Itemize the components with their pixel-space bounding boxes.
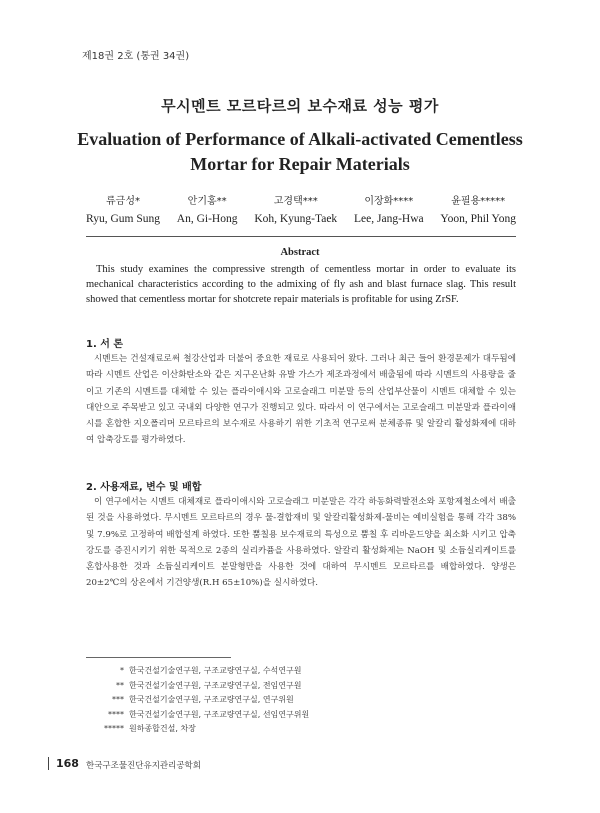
footnote-mark: *** bbox=[112, 695, 124, 704]
abstract-text: This study examines the compressive strength of cementless mortar in order to evaluate its mechanical characteristics according to the admixing of fly ash and blast furnace slag. This result showed that cementless mortar for shotcrete repair materials is profitable for using ZrSF. bbox=[86, 264, 516, 305]
title-english-line-1: Evaluation of Performance of Alkali-activated Cementless bbox=[77, 129, 523, 149]
footnote-divider bbox=[86, 657, 231, 658]
footnote bbox=[86, 679, 309, 694]
footnote-text: 한국건설기술연구원, 구조교량연구실, 선임연구위원 bbox=[129, 709, 310, 719]
title-english-line-2: Mortar for Repair Materials bbox=[190, 154, 410, 174]
footnote bbox=[86, 693, 309, 708]
author-name-english: Ryu, Gum Sung bbox=[86, 213, 160, 225]
footnote bbox=[86, 664, 309, 679]
page-marker-bar bbox=[48, 757, 49, 770]
author-name-english: Koh, Kyung-Taek bbox=[254, 213, 338, 225]
footnote-mark: ** bbox=[116, 680, 124, 690]
author-name-korean: 윤필용***** bbox=[451, 196, 506, 207]
section-heading-introduction: 1. 서 론 bbox=[86, 339, 124, 350]
footnote-text: 한국건설기술연구원, 구조교량연구실, 전임연구원 bbox=[129, 680, 302, 690]
section-heading-materials: 2. 사용재료, 변수 및 배합 bbox=[86, 482, 202, 493]
title-korean: 무시멘트 모르타르의 보수재료 성능 평가 bbox=[161, 97, 439, 115]
footnote-mark: ***** bbox=[104, 724, 124, 733]
section-body-materials: 이 연구에서는 시멘트 대체재로 플라이애시와 고로슬래그 미분말은 각각 하동화력발전소와 포항제철소에서 배출된 것을 사용하였다. 무시멘트 모르타르의 경우 물-결합재비 및 알칼리활성화제-물비는 예비실험을 통해 각각 38% 및 7.9%로 고정하여 배합설계 하였다. 또한 뿜칠용 보수재료의 특성으로 뿜칠 후 리바운드양을 최소화 시키고 압축강도를 증진시키기 위한 목적으로 2종의 실리카퓸을 사용하였다. 알칼리 활성화제는 NaOH 및 소듐실리케이트를 혼합사용한 것과 소듐실리케이트 분말형만을 사용한 것에 대하여 무시멘트 모르타르를 배합하였다. 양생은 20±2℃의 상온에서 기건양생(R.H 65±10%)을 실시하였다. bbox=[86, 497, 516, 589]
footnote-text: 한국건설기술연구원, 구조교량연구실, 수석연구원 bbox=[129, 666, 302, 675]
author-name-korean: 고경택*** bbox=[273, 196, 318, 207]
author bbox=[177, 192, 238, 225]
author bbox=[440, 192, 516, 225]
footnote-text: 원하종합건설, 차장 bbox=[129, 724, 196, 733]
author-name-korean: 이장화**** bbox=[364, 196, 414, 207]
journal-name: 한국구조물진단유지관리공학회 bbox=[86, 761, 201, 771]
divider bbox=[86, 236, 516, 237]
page-number: 168 bbox=[56, 757, 79, 770]
abstract-heading: Abstract bbox=[280, 247, 320, 258]
author bbox=[254, 192, 337, 225]
author-name-korean: 안기홍** bbox=[187, 196, 227, 207]
footnote bbox=[86, 708, 309, 723]
footnote bbox=[86, 722, 309, 737]
footnote-mark: * bbox=[120, 666, 124, 675]
footnote-list bbox=[86, 664, 309, 737]
author bbox=[86, 192, 160, 225]
author-name-english: An, Gi-Hong bbox=[176, 213, 238, 225]
issue-info: 제18권 2호 (통권 34권) bbox=[82, 51, 190, 62]
footnote-mark: **** bbox=[108, 709, 124, 719]
footnote-text: 한국건설기술연구원, 구조교량연구실, 연구위원 bbox=[129, 695, 294, 704]
section-body-introduction: 시멘트는 건설재료로써 철강산업과 더불어 중요한 재료로 사용되어 왔다. 그러나 최근 들어 환경문제가 대두됨에 따라 시멘트 산업은 이산화탄소와 같은 지구온난화 유발 가스가 제조과정에서 배출됨에 따라 시멘트의 사용량을 줄이고 기존의 시멘트를 대체할 수 있는 플라이애시와 고로슬래그 미분말 등의 산업부산물이 시멘트 대체할 수 있는 대안으로 주목받고 있고 국내외 다양한 연구가 진행되고 있다. 따라서 이 연구에서는 고로슬래그 미분말과 플라이애시를 혼합한 지오폴리머 모르타르의 보수재로 사용하기 위한 기초적 연구로써 분체종류 및 알칼리 활성화제에 대하여 압축강도를 평가하였다. bbox=[86, 354, 516, 446]
title-english bbox=[60, 127, 540, 177]
author-name-korean: 류금성* bbox=[106, 196, 140, 207]
author-name-english: Lee, Jang-Hwa bbox=[354, 213, 424, 225]
author-name-english: Yoon, Phil Yong bbox=[440, 213, 516, 225]
author bbox=[354, 192, 424, 225]
author-list bbox=[86, 192, 516, 225]
